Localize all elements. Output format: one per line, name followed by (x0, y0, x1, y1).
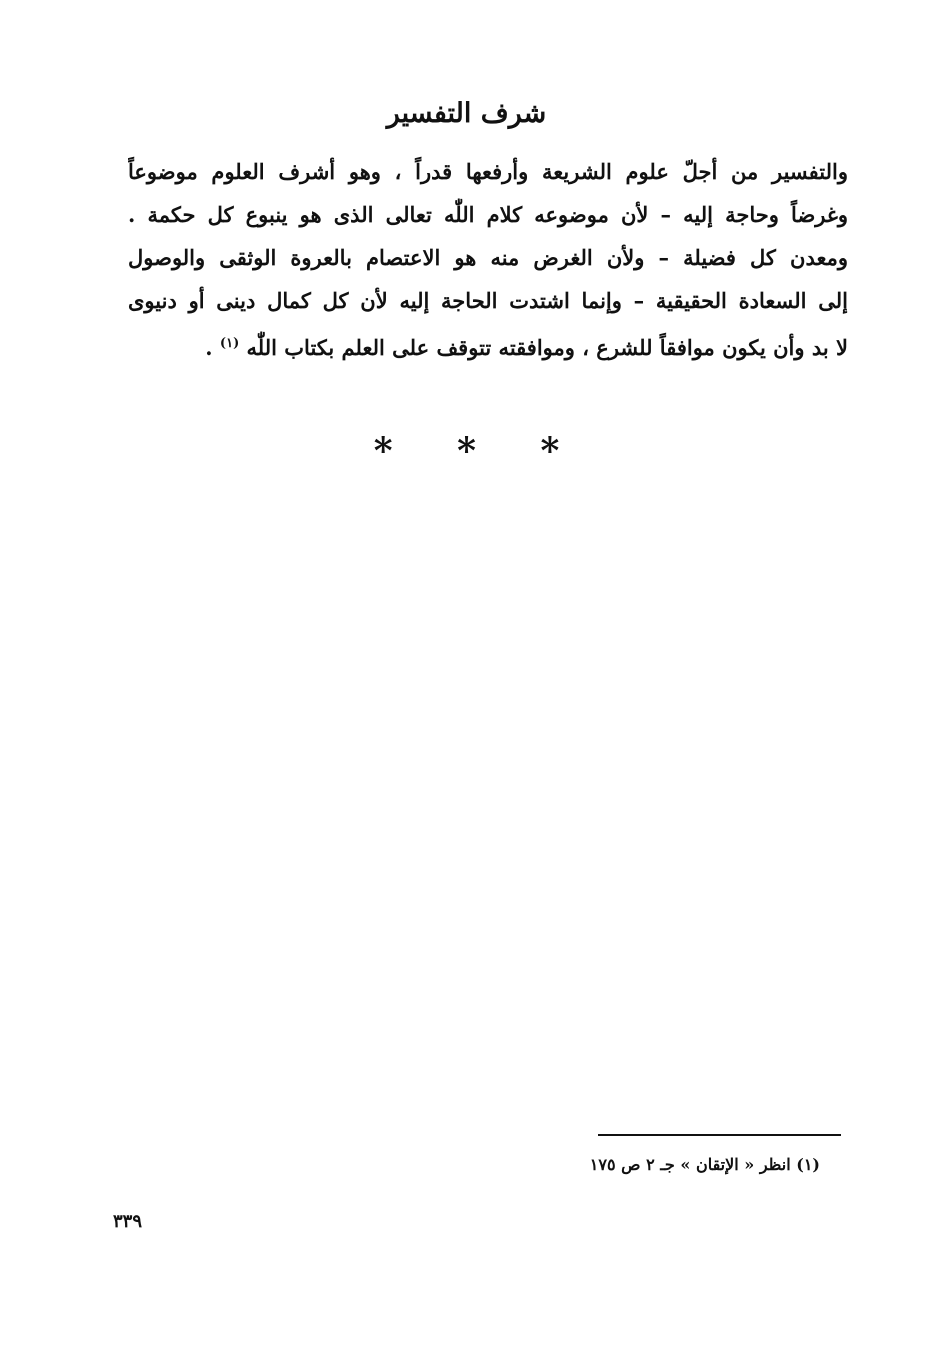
footnote-divider (598, 1134, 841, 1136)
section-separator (0, 430, 933, 472)
star-glyph: * (457, 430, 476, 472)
paragraph-line: والتفسير من أجلّ علوم الشريعة وأرفعها قدراً ، وهو أشرف العلوم موضوعاً (128, 159, 848, 184)
footnote-text: (١) انظر « الإتقان » جـ ٢ ص ١٧٥ (589, 1155, 820, 1174)
closing-period: . (205, 335, 220, 360)
paragraph-line: ومعدن كل فضيلة – ولأن الغرض منه هو الاعتصام بالعروة الوثقى والوصول (128, 245, 848, 270)
paragraph-line: إلى السعادة الحقيقية – وإنما اشتدت الحاجة إليه لأن كل كمال دينى أو دنيوى (128, 288, 848, 313)
paragraph-line: وغرضاً وحاجة إليه – لأن موضوعه كلام اللّٰه تعالى الذى هو ينبوع كل حكمة . (128, 202, 848, 227)
footnote-reference: (١) (219, 336, 240, 351)
page-number: ٣٣٩ (113, 1211, 143, 1232)
star-glyph: * (540, 430, 560, 472)
paragraph-line-last (128, 322, 848, 369)
main-paragraph (128, 150, 848, 369)
star-glyph: * (373, 430, 393, 472)
paragraph-line-text: لا بد وأن يكون موافقاً للشرع ، وموافقته تتوقف على العلم بكتاب اللّٰه (246, 335, 848, 360)
page-heading: شرف التفسير (386, 98, 547, 129)
